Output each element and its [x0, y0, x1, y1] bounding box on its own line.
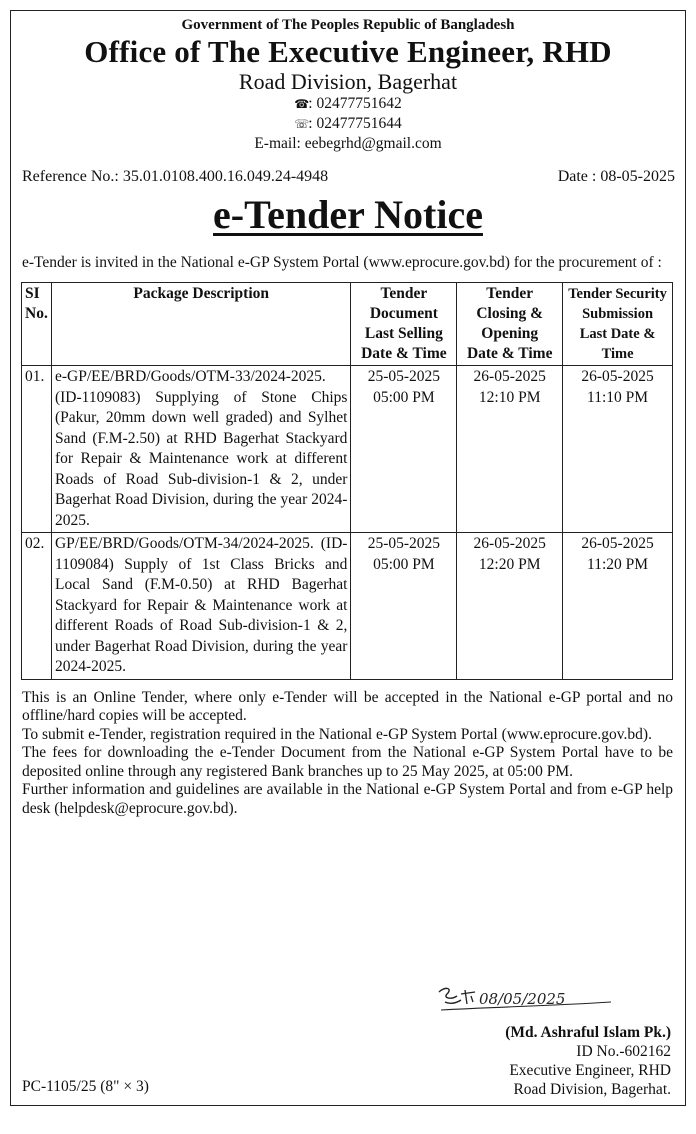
fax-number: : 02477751644	[308, 115, 402, 132]
note-fees: The fees for downloading the e-Tender Document from the National e-GP System Portal have to be deposited online through any registered Bank branches up to 25 May 2025, at 05:00 PM.	[22, 744, 673, 780]
table-row	[22, 533, 673, 680]
notice-title	[11, 192, 685, 238]
signature-date: 08/05/2025	[479, 990, 566, 1008]
row-security: 26-05-2025 11:10 PM	[563, 366, 673, 533]
handwritten-signature	[431, 982, 621, 1018]
row-sl: 01.	[22, 366, 52, 533]
tender-table	[21, 282, 673, 680]
note-online-tender: This is an Online Tender, where only e-Tender will be accepted in the National e-GP portal and no offline/hard copies will be accepted.	[22, 688, 673, 724]
email-line: E-mail: eebegrhd@gmail.com	[254, 135, 442, 152]
table-row	[22, 366, 673, 533]
reference-row	[11, 167, 685, 187]
header-package: Package Description	[51, 283, 350, 366]
notice-title-text: e-Tender Notice	[213, 192, 483, 237]
row-description: e-GP/EE/BRD/Goods/OTM-33/2024-2025. (ID-1109083) Supplying of Stone Chips (Pakur, 20mm down well graded) and Sylhet Sand (F.M-2.50) at RHD Bagerhat Stackyard for Repair & Maintenance work at different Roads of Road Sub-division-1 & 2, under Bagerhat Road Division, during the year 2024-2025.	[51, 366, 350, 533]
intro-paragraph: e-Tender is invited in the National e-GP System Portal (www.eprocure.gov.bd) for the procurement of :	[22, 254, 662, 271]
phone-line	[11, 94, 685, 114]
office-title: Office of The Executive Engineer, RHD	[84, 34, 612, 69]
notes-section	[11, 689, 685, 819]
division-line: Road Division, Bagerhat	[238, 69, 458, 94]
telephone-icon: ☎	[294, 97, 310, 111]
reference-number: Reference No.: 35.01.0108.400.16.049.24-4948	[22, 168, 329, 185]
signatory-office: Road Division, Bagerhat.	[513, 1081, 671, 1098]
signatory-id: ID No.-602162	[576, 1043, 671, 1060]
signatory-designation: Executive Engineer, RHD	[509, 1062, 671, 1079]
row-selling: 25-05-2025 05:00 PM	[351, 533, 457, 680]
row-selling: 25-05-2025 05:00 PM	[351, 366, 457, 533]
header-selling: Tender Document Last Selling Date & Time	[351, 283, 457, 366]
signature-block	[421, 990, 671, 1099]
fax-icon: ☏	[294, 117, 310, 131]
header-security: Tender Security Submission Last Date & Time	[563, 283, 673, 366]
phone-number: : 02477751642	[308, 95, 402, 112]
notice-date: Date : 08-05-2025	[557, 168, 675, 185]
row-sl: 02.	[22, 533, 52, 680]
fax-line	[11, 114, 685, 134]
row-security: 26-05-2025 11:20 PM	[563, 533, 673, 680]
row-closing: 26-05-2025 12:10 PM	[457, 366, 563, 533]
header-closing: Tender Closing & Opening Date & Time	[457, 283, 563, 366]
government-line: Government of The Peoples Republic of Bangladesh	[181, 17, 515, 33]
note-further-info: Further information and guidelines are available in the National e-GP System Portal and from e-GP help desk (helpdesk@eprocure.gov.bd).	[22, 781, 673, 817]
table-header-row	[22, 283, 673, 366]
signatory-name: (Md. Ashraful Islam Pk.)	[505, 1024, 671, 1041]
header-sl: SI No.	[22, 283, 52, 366]
row-closing: 26-05-2025 12:20 PM	[457, 533, 563, 680]
pc-number: PC-1105/25 (8" × 3)	[22, 1078, 149, 1095]
row-description: GP/EE/BRD/Goods/OTM-34/2024-2025. (ID-1109084) Supply of 1st Class Bricks and Local Sand (F.M-0.50) at RHD Bagerhat Stackyard for Repair & Maintenance work at different Roads of Road Sub-division-1 & 2, under Bagerhat Road Division, during the year 2024-2025.	[51, 533, 350, 680]
notice-page	[10, 10, 686, 1106]
note-registration: To submit e-Tender, registration required in the National e-GP System Portal (www.eprocure.gov.bd).	[22, 725, 652, 743]
